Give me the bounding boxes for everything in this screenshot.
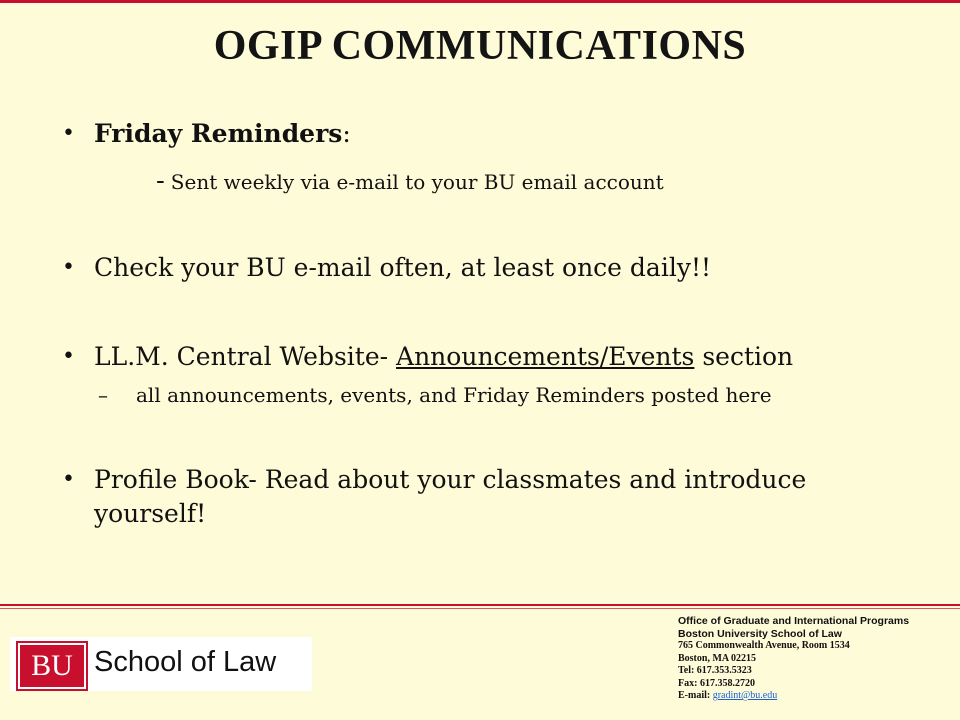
friday-colon: : xyxy=(342,119,351,148)
bu-school-of-law-logo xyxy=(10,637,312,691)
bullet-dot: • xyxy=(62,467,75,492)
bullet-text xyxy=(94,340,793,374)
sub-bullet-friday xyxy=(156,166,664,196)
bu-logo-text: BU xyxy=(31,649,73,682)
school-of-law-text: School of Law xyxy=(94,646,277,678)
bullet-text xyxy=(94,117,351,151)
contact-block xyxy=(678,615,956,703)
sub-bullet-llm xyxy=(98,383,772,407)
bullet-dot: • xyxy=(62,121,75,146)
contact-office: Office of Graduate and International Programs xyxy=(678,615,910,627)
contact-school: Boston University School of Law xyxy=(678,627,842,640)
friday-label: Friday Reminders xyxy=(94,119,343,148)
contact-address: 765 Commonwealth Avenue, Room 1534 xyxy=(678,640,850,651)
sub-dash: – xyxy=(98,383,108,407)
footer-divider-thin xyxy=(0,608,960,609)
top-divider xyxy=(0,0,960,3)
email-link[interactable]: gradint@bu.edu xyxy=(712,690,778,701)
contact-phone: Tel: 617.353.5323 xyxy=(678,665,752,676)
contact-email-row xyxy=(678,690,956,703)
email-label: E-mail: xyxy=(678,690,713,701)
sub-text: Sent weekly via e-mail to your BU email account xyxy=(170,170,664,194)
bullet-dot: • xyxy=(62,255,75,280)
announcements-events-link[interactable]: Announcements/Events xyxy=(396,342,695,371)
sub-dash: - xyxy=(156,166,165,196)
slide-title: OGIP COMMUNICATIONS xyxy=(213,23,747,69)
contact-fax: Fax: 617.358.2720 xyxy=(678,677,755,689)
bu-logo-mark xyxy=(16,641,88,691)
llm-suffix: section xyxy=(694,342,794,371)
llm-prefix: LL.M. Central Website- xyxy=(94,342,397,371)
bullet-dot: • xyxy=(62,344,75,369)
contact-city: Boston, MA 02215 xyxy=(678,652,757,664)
footer-divider xyxy=(0,604,960,606)
sub-text: all announcements, events, and Friday Reminders posted here xyxy=(136,383,772,407)
bullet-text: Check your BU e-mail often, at least once daily!! xyxy=(94,253,712,282)
bullet-text: Profile Book- Read about your classmates and introduce yourself! xyxy=(94,465,807,528)
